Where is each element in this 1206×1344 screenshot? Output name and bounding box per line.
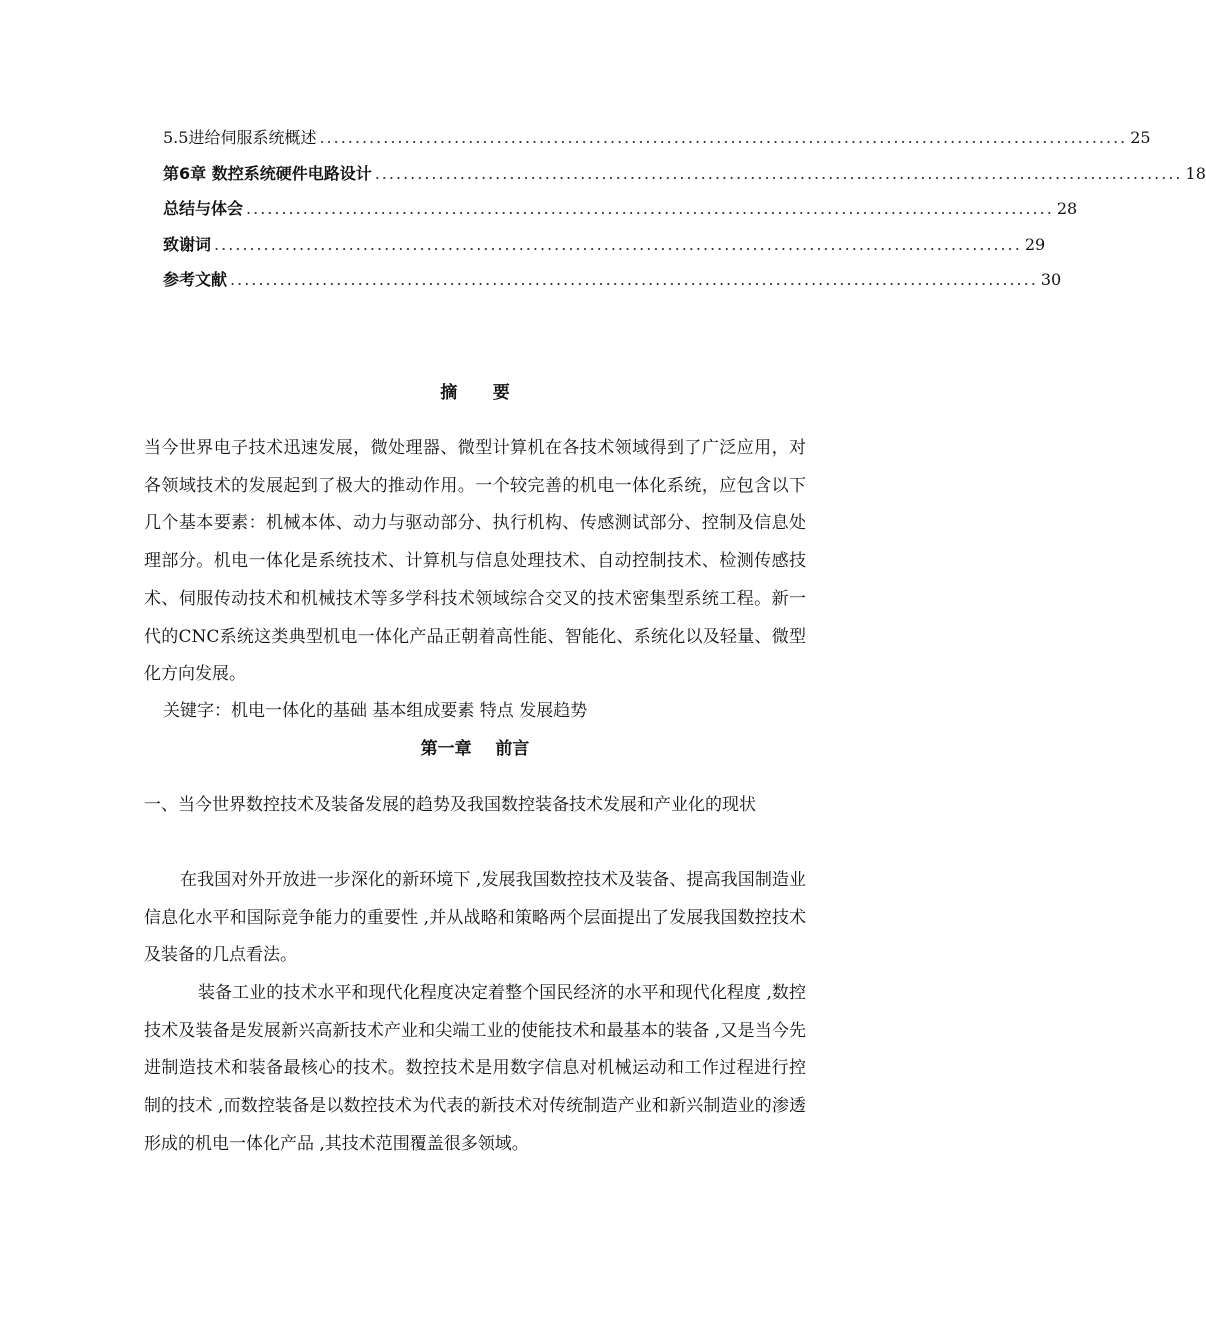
toc-entry[interactable] xyxy=(163,124,1151,160)
toc-entry-page: 18 xyxy=(1185,163,1206,183)
toc-entry[interactable] xyxy=(163,195,1078,231)
chapter-heading: 第一章 前言 xyxy=(420,739,530,759)
toc-entry-title: 5.5进给伺服系统概述 xyxy=(163,128,317,147)
toc-entry[interactable] xyxy=(163,266,1062,302)
toc-entry-title: 总结与体会 xyxy=(163,199,244,218)
section-title: 一、当今世界数控技术及装备发展的趋势及我国数控装备技术发展和产业化的现状 xyxy=(144,795,756,815)
toc-dot-leader: .................................................................................................................. xyxy=(230,270,1038,289)
toc-dot-leader: .................................................................................................................. xyxy=(214,234,1022,254)
toc-entry[interactable] xyxy=(163,160,1206,196)
toc-entry[interactable] xyxy=(163,231,1046,267)
toc-dot-leader: .................................................................................................................. xyxy=(319,128,1128,147)
toc-entry-page: 25 xyxy=(1130,128,1151,147)
keywords-line: 关键字：机电一体化的基础 基本组成要素 特点 发展趋势 xyxy=(163,701,588,721)
toc-entry-title: 第6章 数控系统硬件电路设计 xyxy=(163,163,372,183)
toc-entry-page: 30 xyxy=(1040,270,1062,289)
toc-dot-leader: .................................................................................................................. xyxy=(246,199,1054,218)
table-of-contents xyxy=(163,124,1206,302)
paragraph: 装备工业的技术水平和现代化程度决定着整个国民经济的水平和现代化程度 ,数控技术及装备是发展新兴高新技术产业和尖端工业的使能技术和最基本的装备 ,又是当今先进制造技术和装备最核心的技术。数控技术是用数字信息对机械运动和工作过程进行控制的技术 ,而数控装备是以数控技术为代表的新技术对传统制造产业和新兴制造业的渗透形成的机电一体化产品 ,其技术范围覆盖很多领域。 xyxy=(144,983,806,1154)
toc-entry-page: 29 xyxy=(1024,234,1046,254)
toc-entry-title: 致谢词 xyxy=(163,234,212,254)
abstract-body: 当今世界电子技术迅速发展，微处理器、微型计算机在各技术领域得到了广泛应用，对各领域技术的发展起到了极大的推动作用。一个较完善的机电一体化系统，应包含以下几个基本要素：机械本体、动力与驱动部分、执行机构、传感测试部分、控制及信息处理部分。机电一体化是系统技术、计算机与信息处理技术、自动控制技术、检测传感技术、伺服传动技术和机械技术等多学科技术领域综合交叉的技术密集型系统工程。新一代的CNC系统这类典型机电一体化产品正朝着高性能、智能化、系统化以及轻量、微型化方向发展。 xyxy=(144,438,806,685)
paragraph: 在我国对外开放进一步深化的新环境下 ,发展我国数控技术及装备、提高我国制造业信息化水平和国际竞争能力的重要性 ,并从战略和策略两个层面提出了发展我国数控技术及装备的几点看法。 xyxy=(144,870,806,966)
toc-entry-title: 参考文献 xyxy=(163,270,228,289)
abstract-heading: 摘 要 xyxy=(440,383,510,403)
toc-dot-leader: .................................................................................................................. xyxy=(374,163,1183,183)
toc-entry-page: 28 xyxy=(1056,199,1078,218)
